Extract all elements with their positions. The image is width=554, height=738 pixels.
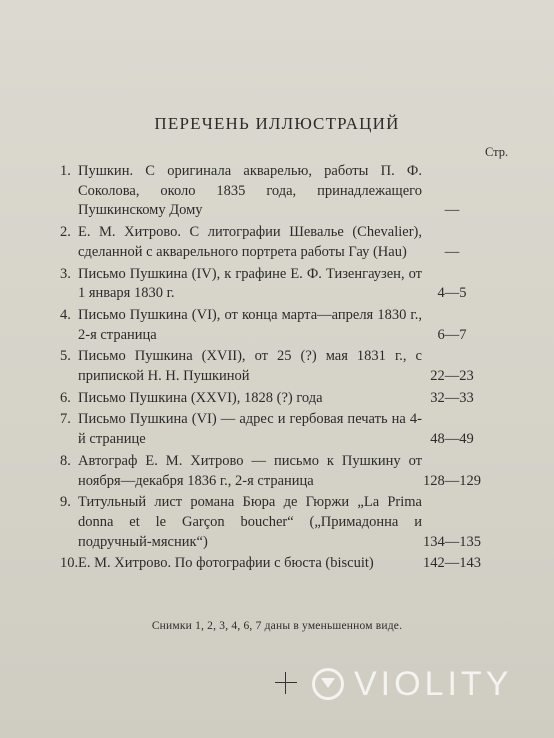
entry-text: Пушкин. С оригинала акварелью, работы П. Ф. Соколова, около 1835 года, принадлежащего Пушкинскому Дому	[78, 163, 422, 219]
entry-number: 4.	[60, 306, 71, 323]
entry-number: 1.	[60, 163, 71, 179]
entry-pages: —	[444, 202, 460, 219]
entry-number: 6.	[60, 389, 71, 406]
page-title: ПЕРЕЧЕНЬ ИЛЛЮСТРАЦИЙ	[154, 114, 400, 133]
entry-text: Письмо Пушкина (VI) — адрес и гербовая печать на 4-й странице	[78, 411, 422, 448]
entry-text: Письмо Пушкина (IV), к графине Е. Ф. Тизенгаузен, от 1 января 1830 г.	[78, 265, 422, 302]
entry-text: Письмо Пушкина (XVII), от 25 (?) мая 1831 г., с припиской Н. Н. Пушкиной	[78, 348, 422, 385]
entry-pages: —	[444, 243, 460, 260]
list-item	[60, 554, 482, 574]
entry-pages: 134—135	[423, 533, 481, 550]
list-item	[60, 265, 482, 304]
illustrations-list	[60, 162, 482, 576]
list-item	[60, 347, 482, 386]
list-item	[60, 162, 482, 221]
entry-number: 9.	[60, 494, 71, 511]
entry-number: 8.	[60, 452, 71, 469]
list-item	[60, 306, 482, 345]
list-item	[60, 223, 482, 262]
entry-text: Е. М. Хитрово. С литографии Шевалье (Chevalier), сделанной с акварельного портрета работы Гау (Hau)	[78, 224, 422, 260]
watermark	[312, 664, 552, 704]
page-column-label: Стр.	[485, 145, 509, 159]
entry-number: 7.	[60, 411, 71, 428]
entry-pages: 48—49	[430, 431, 474, 448]
entry-pages: 22—23	[430, 368, 474, 385]
footnote: Снимки 1, 2, 3, 4, 6, 7 даны в уменьшенном виде.	[151, 620, 403, 632]
entry-text: Титульный лист романа Бюра де Гюржи „La Prima donna et le Garçon boucher“ („Примадонна и подручный-мясник“)	[78, 494, 422, 550]
watermark-text: VIOLITY	[354, 664, 513, 703]
entry-number: 3.	[60, 265, 71, 282]
entry-pages: 4—5	[437, 285, 467, 302]
violity-logo-icon	[312, 668, 344, 700]
list-item	[60, 389, 482, 409]
entry-text: Письмо Пушкина (XXVI), 1828 (?) года	[78, 389, 323, 406]
page-mark-cross	[275, 672, 297, 694]
list-item	[60, 410, 482, 449]
entry-number: 10.	[60, 555, 79, 572]
entry-pages: 128—129	[423, 472, 481, 489]
entry-text: Е. М. Хитрово. По фотографии с бюста (biscuit)	[78, 555, 374, 572]
list-item	[60, 452, 482, 491]
entry-text: Письмо Пушкина (VI), от конца марта—апреля 1830 г., 2-я страница	[78, 306, 422, 343]
entry-pages: 142—143	[423, 555, 481, 572]
entry-number: 5.	[60, 348, 71, 365]
entry-number: 2.	[60, 224, 71, 241]
entry-pages: 6—7	[437, 326, 467, 343]
entry-pages: 32—33	[430, 389, 474, 406]
list-item	[60, 493, 482, 552]
entry-text: Автограф Е. М. Хитрово — письмо к Пушкину от ноября—декабря 1836 г., 2-я страница	[78, 452, 422, 489]
